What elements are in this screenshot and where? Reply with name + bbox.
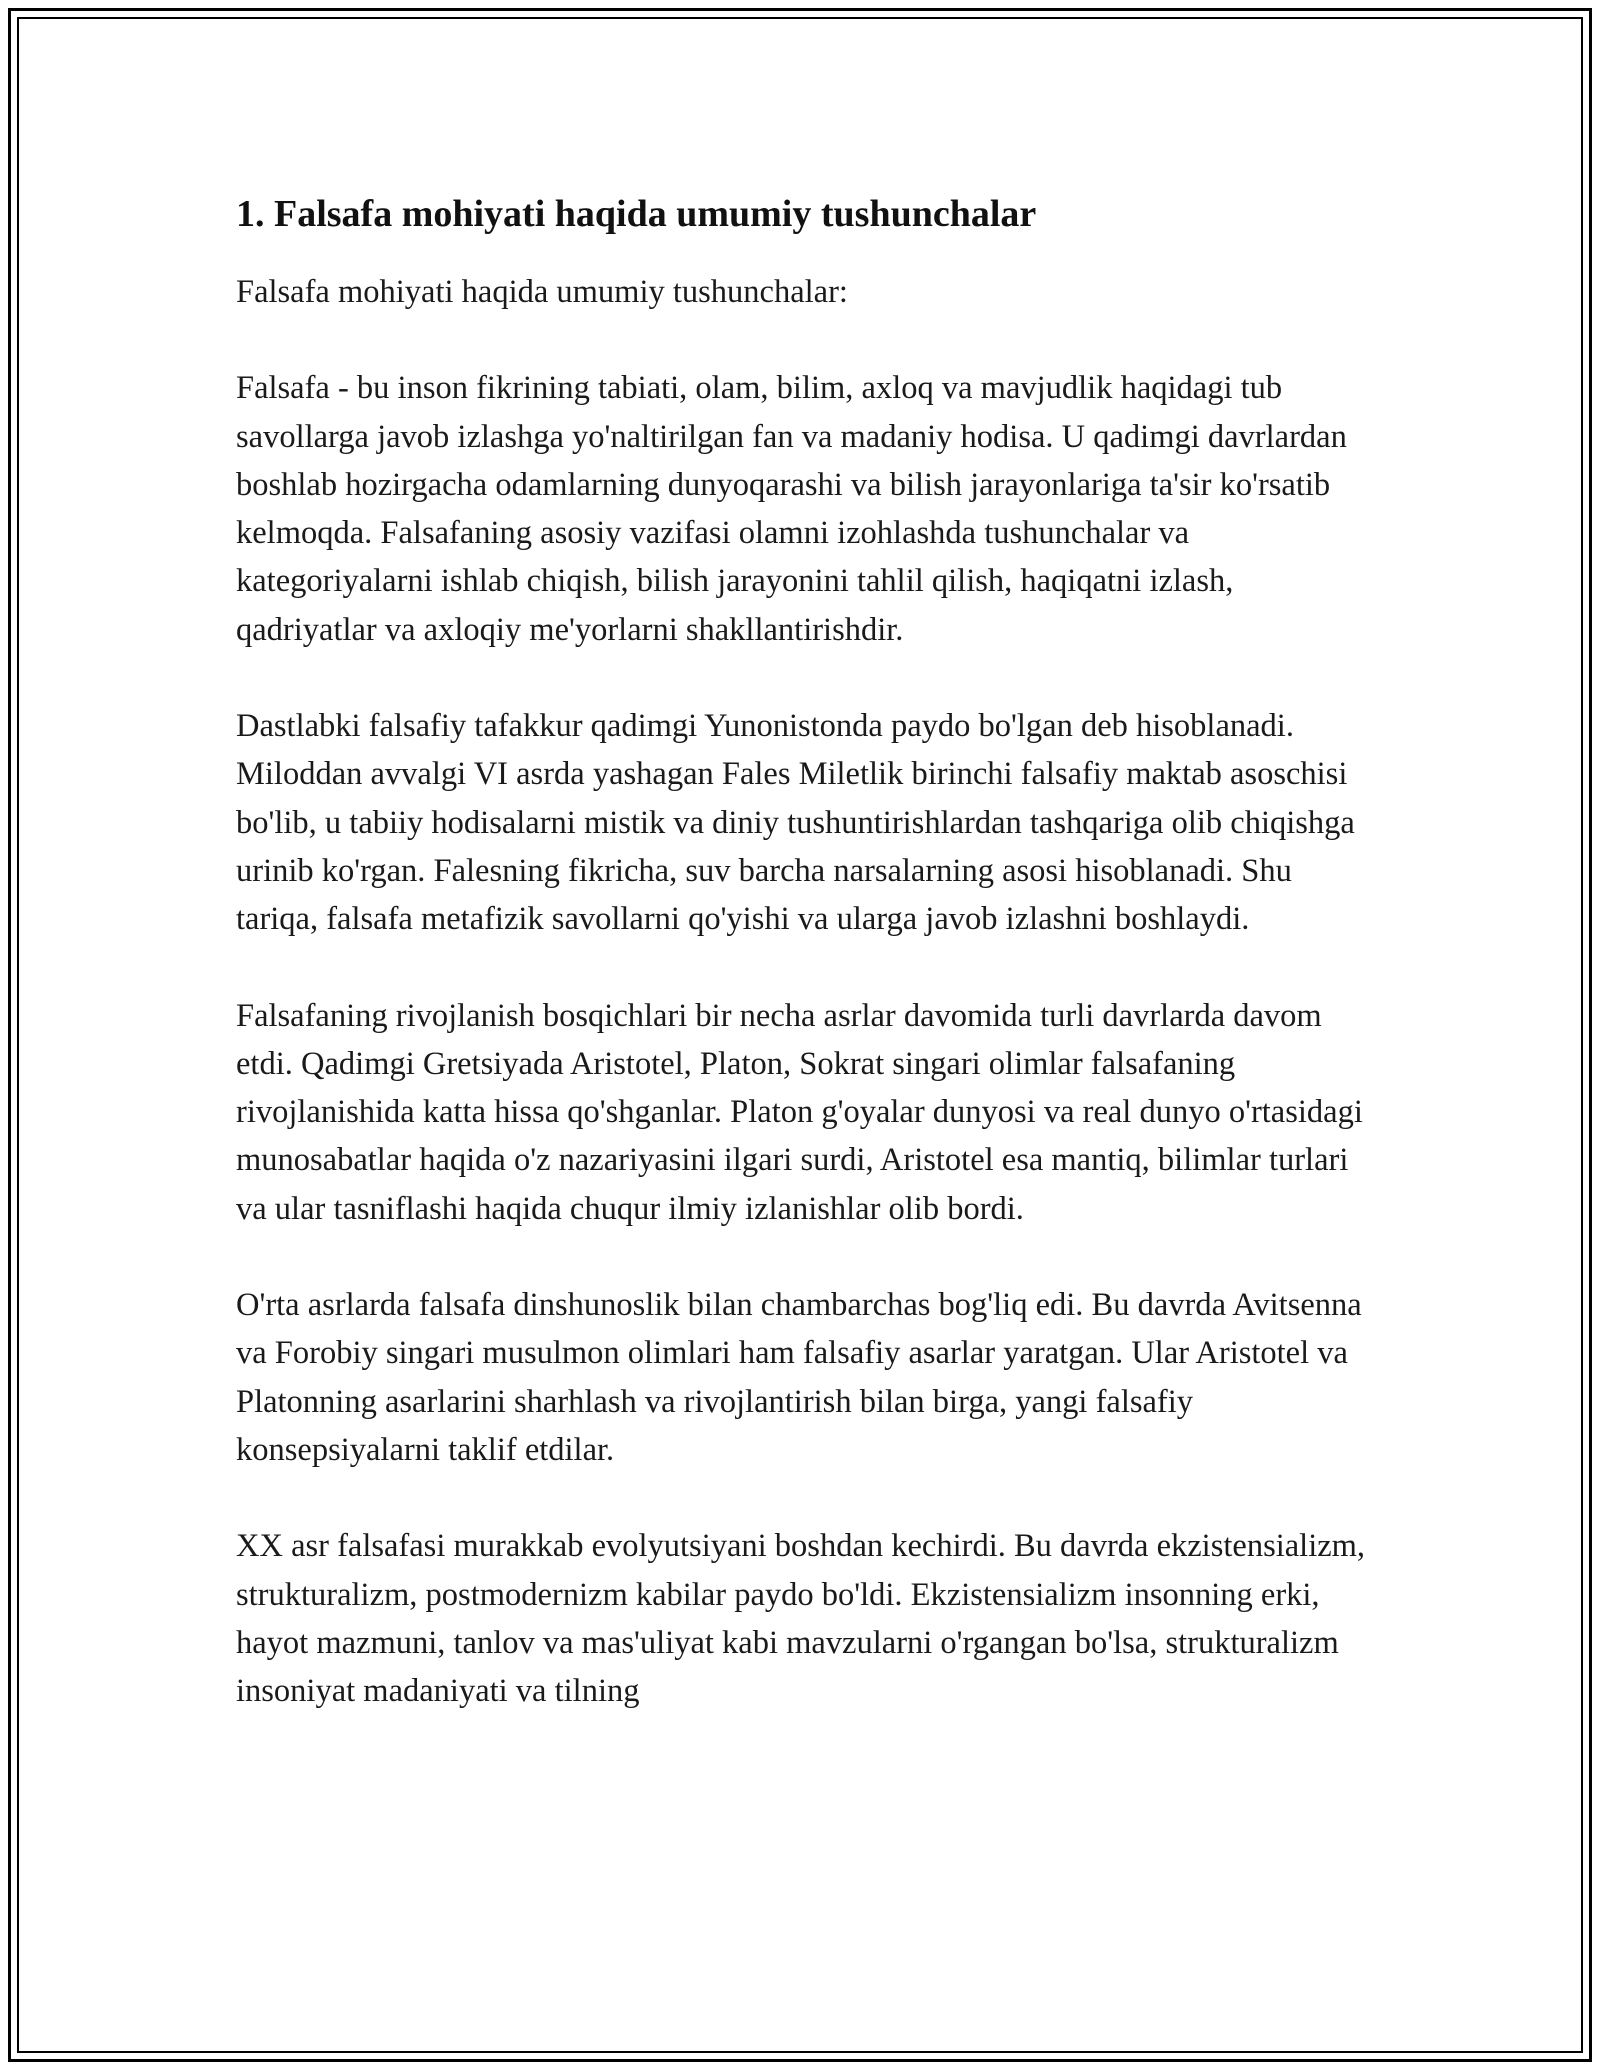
paragraph-ancient-greece: Dastlabki falsafiy tafakkur qadimgi Yunonistonda paydo bo'lgan deb hisoblanadi. Miloddan avvalgi VI asrda yashagan Fales Miletlik birinchi falsafiy maktab asoschisi bo'lib, u tabiiy hodisalarni mistik va diniy tushuntirishlardan tashqariga olib chiqishga urinib ko'rgan. Falesning fikricha, suv barcha narsalarning asosi hisoblanadi. Shu tariqa, falsafa metafizik savollarni qo'yishi va ularga javob izlashni boshlaydi.	[236, 708, 1355, 938]
paragraph-twentieth-century: XX asr falsafasi murakkab evolyutsiyani boshdan kechirdi. Bu davrda ekzistensializm, strukturalizm, postmodernizm kabilar paydo bo'ldi. Ekzistensializm insonning erki, hayot mazmuni, tanlov va mas'uliyat kabi mavzularni o'rgangan bo'lsa, strukturalizm insoniyat madaniyati va tilning	[236, 1528, 1366, 1710]
paragraph-development-stages: Falsafaning rivojlanish bosqichlari bir necha asrlar davomida turli davrlarda davom etdi. Qadimgi Gretsiyada Aristotel, Platon, Sokrat singari olimlar falsafaning rivojlanishida katta hissa qo'shganlar. Platon g'oyalar dunyosi va real dunyo o'rtasidagi munosabatlar haqida o'z nazariyasini ilgari surdi, Aristotel esa mantiq, bilimlar turlari va ular tasniflashi haqida chuqur ilmiy izlanishlar olib bordi.	[236, 997, 1363, 1227]
intro-line: Falsafa mohiyati haqida umumiy tushunchalar:	[236, 274, 848, 310]
paragraph-definition: Falsafa - bu inson fikrining tabiati, olam, bilim, axloq va mavjudlik haqidagi tub savollarga javob izlashga yo'naltirilgan fan va madaniy hodisa. U qadimgi davrlardan boshlab hozirgacha odamlarning dunyoqarashi va bilish jarayonlariga ta'sir ko'rsatib kelmoqda. Falsafaning asosiy vazifasi olamni izohlashda tushunchalar va kategoriyalarni ishlab chiqish, bilish jarayonini tahlil qilish, haqiqatni izlash, qadriyatlar va axloqiy me'yorlarni shakllantirishdir.	[236, 370, 1347, 648]
section-heading: 1. Falsafa mohiyati haqida umumiy tushunchalar	[236, 193, 1037, 235]
paragraph-middle-ages: O'rta asrlarda falsafa dinshunoslik bilan chambarchas bog'liq edi. Bu davrda Avitsenna va Forobiy singari musulmon olimlari ham falsafiy asarlar yaratgan. Ular Aristotel va Platonning asarlarini sharhlash va rivojlantirish bilan birga, yangi falsafiy konsepsiyalarni taklif etdilar.	[236, 1287, 1362, 1468]
document-body	[236, 190, 1376, 1763]
